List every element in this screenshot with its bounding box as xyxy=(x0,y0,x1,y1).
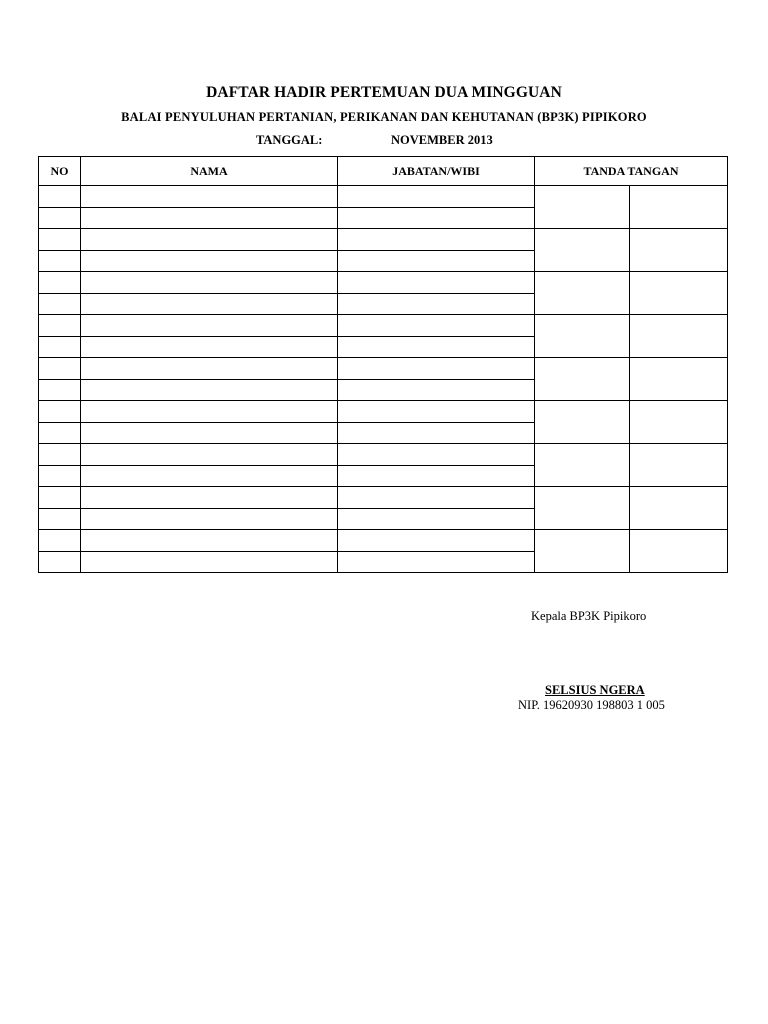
cell-signature-right xyxy=(630,315,728,358)
cell-nama xyxy=(81,444,338,466)
attendance-table xyxy=(38,156,728,573)
cell-signature-left xyxy=(535,444,630,487)
table-row xyxy=(39,272,728,294)
table-row xyxy=(39,358,728,380)
cell-no xyxy=(39,465,81,487)
cell-jabatan xyxy=(338,444,535,466)
cell-nama xyxy=(81,422,338,444)
cell-no xyxy=(39,379,81,401)
cell-no xyxy=(39,315,81,337)
cell-no xyxy=(39,444,81,466)
cell-jabatan xyxy=(338,422,535,444)
cell-no xyxy=(39,551,81,573)
signer-nip: NIP. 19620930 198803 1 005 xyxy=(518,698,665,712)
cell-signature-left xyxy=(535,358,630,401)
table-row xyxy=(39,186,728,208)
cell-no xyxy=(39,229,81,251)
cell-nama xyxy=(81,551,338,573)
table-row xyxy=(39,401,728,423)
cell-jabatan xyxy=(338,487,535,509)
cell-no xyxy=(39,530,81,552)
cell-jabatan xyxy=(338,186,535,208)
cell-nama xyxy=(81,207,338,229)
cell-no xyxy=(39,250,81,272)
cell-signature-right xyxy=(630,358,728,401)
cell-no xyxy=(39,487,81,509)
cell-no xyxy=(39,207,81,229)
cell-nama xyxy=(81,293,338,315)
cell-signature-left xyxy=(535,229,630,272)
cell-signature-right xyxy=(630,186,728,229)
cell-jabatan xyxy=(338,293,535,315)
table-header-row xyxy=(39,157,728,186)
cell-jabatan xyxy=(338,401,535,423)
cell-nama xyxy=(81,186,338,208)
date-label: TANGGAL: xyxy=(256,133,323,147)
table-row xyxy=(39,229,728,251)
cell-signature-left xyxy=(535,315,630,358)
cell-signature-right xyxy=(630,444,728,487)
cell-signature-right xyxy=(630,401,728,444)
attendance-rows xyxy=(39,186,728,573)
cell-no xyxy=(39,508,81,530)
cell-jabatan xyxy=(338,272,535,294)
signer-name: SELSIUS NGERA xyxy=(545,683,645,697)
cell-nama xyxy=(81,272,338,294)
cell-nama xyxy=(81,379,338,401)
cell-jabatan xyxy=(338,551,535,573)
cell-signature-left xyxy=(535,401,630,444)
cell-nama xyxy=(81,487,338,509)
cell-nama xyxy=(81,358,338,380)
cell-jabatan xyxy=(338,229,535,251)
cell-signature-left xyxy=(535,186,630,229)
date-value: NOVEMBER 2013 xyxy=(391,133,493,147)
cell-signature-left xyxy=(535,530,630,573)
signature-title: Kepala BP3K Pipikoro xyxy=(531,609,647,623)
cell-jabatan xyxy=(338,508,535,530)
cell-nama xyxy=(81,508,338,530)
cell-signature-right xyxy=(630,272,728,315)
cell-jabatan xyxy=(338,315,535,337)
header-no: NO xyxy=(39,157,81,186)
header-nama: NAMA xyxy=(81,157,338,186)
table-row xyxy=(39,530,728,552)
cell-nama xyxy=(81,315,338,337)
cell-jabatan xyxy=(338,207,535,229)
cell-nama xyxy=(81,401,338,423)
cell-no xyxy=(39,293,81,315)
header-jabatan: JABATAN/WIBI xyxy=(338,157,535,186)
cell-signature-right xyxy=(630,229,728,272)
cell-jabatan xyxy=(338,465,535,487)
header-tanda-tangan: TANDA TANGAN xyxy=(535,157,728,186)
cell-no xyxy=(39,422,81,444)
cell-no xyxy=(39,401,81,423)
cell-nama xyxy=(81,336,338,358)
cell-nama xyxy=(81,465,338,487)
cell-signature-right xyxy=(630,530,728,573)
cell-nama xyxy=(81,530,338,552)
cell-jabatan xyxy=(338,358,535,380)
cell-no xyxy=(39,358,81,380)
cell-jabatan xyxy=(338,336,535,358)
cell-signature-right xyxy=(630,487,728,530)
table-row xyxy=(39,315,728,337)
table-row xyxy=(39,444,728,466)
document-subtitle: BALAI PENYULUHAN PERTANIAN, PERIKANAN DAN KEHUTANAN (BP3K) PIPIKORO xyxy=(121,110,647,124)
cell-nama xyxy=(81,229,338,251)
cell-no xyxy=(39,186,81,208)
cell-jabatan xyxy=(338,250,535,272)
cell-signature-left xyxy=(535,272,630,315)
cell-nama xyxy=(81,250,338,272)
cell-signature-left xyxy=(535,487,630,530)
cell-no xyxy=(39,336,81,358)
cell-jabatan xyxy=(338,530,535,552)
cell-jabatan xyxy=(338,379,535,401)
table-row xyxy=(39,487,728,509)
cell-no xyxy=(39,272,81,294)
document-title: DAFTAR HADIR PERTEMUAN DUA MINGGUAN xyxy=(206,84,562,101)
